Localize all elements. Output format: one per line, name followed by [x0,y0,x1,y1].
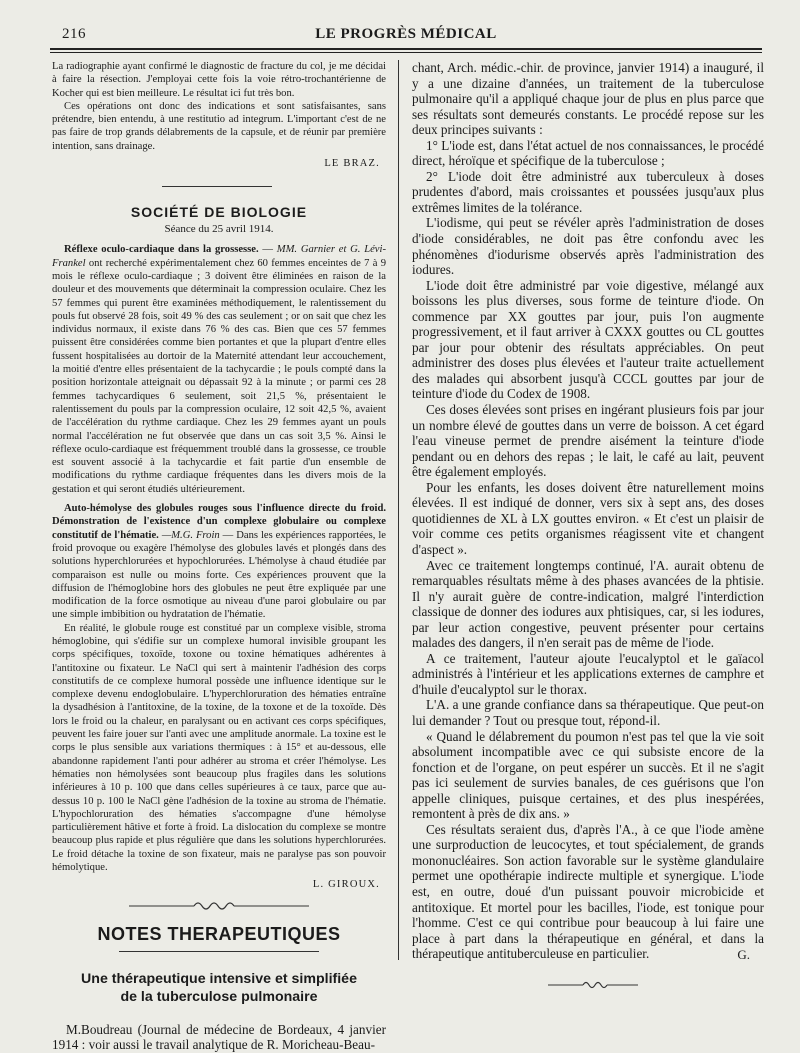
intro-signature: LE BRAZ. [324,158,380,170]
notes-rule [119,951,319,952]
article-title-line-1: Une thérapeutique intensive et simplifiée [81,970,357,987]
auto-author: —M.G. Froin [161,529,220,541]
reflexe-article: Réflexe oculo-cardiaque dans la grossesse. — MM. Garnier et G. Lévi-Frankel ont recherché expérimentalement chez 60 femmes enceintes de 7 à 9 mois le réflexe oculo-cardiaque ; 3 doivent être éliminées en raison de la douleur et des mouvements que déterminait la compression oculaire. Chez les 57 femmes qui purent être examinées méthodiquement, le ralentissement du pouls fut observé 28 fois, soit 49 % des cas seulement ; or on sait que chez les individus normaux, il existe dans 76 % des cas. Bien que ces 57 femmes puissent être considérées comme bien portantes et que la plupart d'entre elles fussent hospitalisées au dortoir de la Maternité attendant leur accouchement, la moitié d'entre elles présentaient de la tachycardie ; le pouls compté dans la position horizontale atteignait ou dépassait 92 à la minute ; or parmi ces 28 femmes tachycardiques 6 seulement, soit 21,5 %, présentaient le ralentissement du pouls par la compression oculaire, 12 soit 42,5 %, avaient de l'accélération du rythme cardiaque. Chez les 29 femmes ayant un pouls normal l'accélération ne fut observée que dans un cas soit 3,5 %. Ainsi le réflexe oculo-cardiaque est fréquemment troublé dans la grossesse, ce trouble est souvent associé à la tachycardie et fait partie d'un ensemble de modifications du rythme cardiaque fréquentes dans les divers mois de la gestation et qui seront étudiés ultérieurement. [52,244,386,495]
header-rule-thick [50,48,762,50]
paragraph: L'iode doit être administré par voie digestive, mélangé aux boissons les plus diverses, sous forme de teinture d'iode. On commence par XX gouttes par jour, puis l'on augmente progressivement, et il faut arriver à CXXX gouttes ou CL gouttes par jour pour obtenir des résultats appréciables. On peut administrer des doses plus élevées et l'auteur traite actuellement des malades qui absorbent jusqu'à CCCL gouttes par jour de teinture d'iode du Codex de 1908. [412,277,764,402]
paragraph: Ces résultats seraient dus, d'après l'A., à ce que l'iode amène une surproduction de leucocytes, et tout spécialement, de grands mononucléaires. Son action favorable sur le système glandulaire permet une opothérapie indirecte multiple et synergique. L'iode est, en outre, doué d'un puissant pouvoir microbicide et antitoxique. Et mortel pour les bacilles, l'iode, est tonique pour l'homme. C'est ce qui contribue pour beaucoup à lui faire une place à part dans la thérapeutique en général, et dans la thérapeutique antituberculeuse en particulier. [412,821,764,962]
wavy-rule-icon [129,896,309,916]
journal-title: LE PROGRÈS MÉDICAL [315,26,497,42]
article-signature: G. [737,946,750,962]
auto-signature: L. GIROUX. [312,879,380,891]
section-separator [52,176,386,198]
reflexe-title: Réflexe oculo-cardiaque dans la grossesse. [64,244,259,256]
paragraph: Avec ce traitement longtemps continué, l'A. aurait obtenu de remarquables résultats même à des phases avancées de la phtisie. Il n'y aurait guère de contre-indication, malgré l'interdiction classique de donner des iodures aux phtisiques, car, si les iodures, par leur action congestive, peuvent présenter pour certains malades des dangers, il n'en serait pas de même de l'iode. [412,557,764,651]
page-number: 216 [62,26,86,42]
left-column [52,60,386,1053]
notes-heading: NOTES THERAPEUTIQUES [97,923,341,944]
auto-text-2: En réalité, le globule rouge est constitué par un complexe visible, stroma hémoglobine, qui s'édifie sur un complexe humoral invisible groupant les corps spécifiques, toxoïde, toxone ou toxine hématiques adhérentes à l'antitoxine ou fixateur. Le NaCl qui sert à maintenir l'adhésion des corps constitutifs de ce complexe humoral possède une influence identique sur le complexe devenu endoglobulaire. L'hyperchloruration des hématies entraîne la dysadhésion à l'antitoxine, de la toxine, de la toxone et de la toxoïde. Dès lors le froid ou la chaleur, en paralysant ou en activant ces corps spécifiques, peuvent les faire jouer sur l'anti avec une amplitude anormale. La toxine est le corps le plus sensible aux variations thermiques : à 15° et au-dessous, elle abandonne rapidement l'anti pour adhérer au stroma et créer l'hémolyse. Les hématies non hémolysées sont beaucoup plus fragiles dans les solutions inférieures à 10 p. 100 que dans celles supérieures à ce taux, parce que au-dessus 10 p. 100 le NaCl gène l'adhésion de la toxine au stroma de l'hématie. L'hypochloruration des hématies s'accompagne d'une hémolyse particulièrement hâtive et forte à froid. La dislocation du complexe se montre beaucoup plus rapide et plus régulière que dans les solutions hyperchlorurées. Le froid détache la toxine de son fixateur, mais ne paralyse pas son pouvoir hémolytique. [52,622,386,874]
wavy-separator [52,896,386,918]
paragraph: « Quand le délabrement du poumon n'est pas tel que la vie soit absolument incompatible avec ce qui subsiste encore de la fonction et de l'organe, on peut espérer un succès. Et il ne s'agit pas ici seulement de survies banales, de ces guérisons que l'on appelle cliniques, puisque certaines, et des plus inespérées, remontent à près de dix ans. » [412,728,764,822]
auto-text-1: — Dans les expériences rapportées, le froid provoque ou exagère l'hémolyse des globules lavés et plongés dans des solutions hyperchlorurées et hypochlorurées. L'hémolyse à chaud étudiée par comparaison est nulle ou moins forte. Ces expériences prouvent que la diffusion de l'hémoglobine hors des globules ne peut être expliquée par une modification de la force osmotique au niveau d'une paroi globulaire ou par une simple imbibition ou hydratation de l'hématie. [52,529,387,621]
paragraph: A ce traitement, l'auteur ajoute l'eucalyptol et le gaïacol administrés à l'intérieur et les applications externes de camphre et d'huile d'eucalyptol sur le thorax. [412,650,764,697]
header-rule-thin [50,52,762,53]
paragraph: L'A. a une grande confiance dans sa thérapeutique. Que peut-on lui demander ? Tout ou presque tout, répond-il. [412,697,764,728]
paragraph: L'iodisme, qui peut se révéler après l'administration de doses d'iode considérables, ne doit pas être confondu avec les phénomènes d'iodurisme observés après l'administration des iodures. [412,215,764,278]
paragraph: 2° L'iode doit être administré aux tuberculeux à doses prudentes d'abord, mais croissantes et poussées jusqu'aux plus extrêmes limites de la tolérance. [412,168,764,215]
intro-paragraph: La radiographie ayant confirmé le diagnostic de fracture du col, je me décidai à faire la résection. J'employai cette fois la voie rétro-trochantérienne de Kocher qui est bien meilleure. Le résultat ici fut très bon. [52,61,386,99]
column-divider [398,60,399,960]
page-header [50,26,762,46]
end-separator [412,978,764,996]
wavy-rule-icon [488,978,688,992]
society-heading: SOCIÉTÉ DE BIOLOGIE [130,204,308,221]
intro-article [52,60,386,170]
paragraph: 1° L'iode est, dans l'état actuel de nos connaissances, le procédé direct, héroïque et spécifique de la tuberculose ; [412,137,764,169]
article-title-line-2: de la tuberculose pulmonaire [120,988,318,1005]
paragraph: Ces doses élevées sont prises en ingérant plusieurs fois par jour un nombre élevé de gouttes dans un verre de boisson. A cet égard l'eau vineuse permet de prendre aisément la teinture d'iode pendant ou en dehors des repas ; le lait, le café au lait, peuvent être également employés. [412,402,764,480]
paragraph: chant, Arch. médic.-chir. de province, janvier 1914) a inauguré, il y a une dizaine d'années, un traitement de la tuberculose pulmonaire qu'il a appliqué chaque jour de plus en plus parce que ses résultats sont demeurés constants. Le procédé repose sur les deux principes suivants : [412,60,764,138]
auto-title: Auto-hémolyse des globules rouges sous l'influence directe du froid. Démonstration de l'existence d'un complexe globulaire ou complexe constitutif de l'hématie. [52,503,386,541]
article-title [52,970,386,1006]
seance-date: Séance du 25 avril 1914. [164,223,274,236]
auto-hemolyse-article [52,502,386,892]
right-column [412,60,764,996]
intro-paragraph: Ces opérations ont donc des indications et sont satisfaisantes, sans prétendre, bien entendu, à une restitutio ad integrum. L'important c'est de ne pas faire de trop grands délabrements de la capsule, et de réunir par première intention, sans drainage. [52,100,386,152]
article-start-text: M.Boudreau (Journal de médecine de Bordeaux, 4 janvier 1914 : voir aussi le travail analytique de R. Moricheau-Beau- [52,1021,386,1053]
article-start [52,1022,386,1053]
paragraph: Pour les enfants, les doses doivent être naturellement moins élevées. Il est indiqué de donner, vers six à sept ans, des doses quotidiennes de XL à LX gouttes environ. « Et c'est un plaisir de voir comme ces petits organismes réagissent vite et changent d'aspect ». [412,479,764,557]
reflexe-text: ont recherché expérimentalement chez 60 femmes enceintes de 7 à 9 mois le réflexe oculo-cardiaque ; 3 doivent être éliminées en raison de la douleur et des mouvements que déterminait la compression oculaire. Chez les 57 femmes qui purent être examinées méthodiquement, le ralentissement du pouls fut observé 28 fois, soit 49 % des cas seulement ; or on sait que chez les individus normaux, il existe dans 76 % des cas. Bien que ces 57 femmes puissent être considérées comme bien portantes et que la plupart d'entre elles fussent hospitalisées au dortoir de la Maternité attendant leur accouchement, la moitié d'entre elles présentaient de la tachycardie ; le pouls compté dans la position horizontale atteignait ou dépassait 92 à la minute ; or parmi ces 28 femmes tachycardiques 6 seulement, soit 21,5 %, présentaient le ralentissement du pouls par la compression oculaire, 12 soit 42,5 %, avaient de l'accélération du rythme cardiaque. Chez les 29 femmes ayant un pouls normal l'accélération ne fut observée que dans un cas soit 3,5 %. Ainsi le réflexe oculo-cardiaque est fréquemment troublé dans la grossesse, ce trouble est souvent associé à la tachycardie et fait partie d'un ensemble de modifications du rythme cardiaque fréquentes dans les divers mois de la gestation et qui seront étudiés ultérieurement. [52,257,386,495]
reflexe-authors: MM. Garnier et G. Lévi-Frankel [52,244,386,269]
